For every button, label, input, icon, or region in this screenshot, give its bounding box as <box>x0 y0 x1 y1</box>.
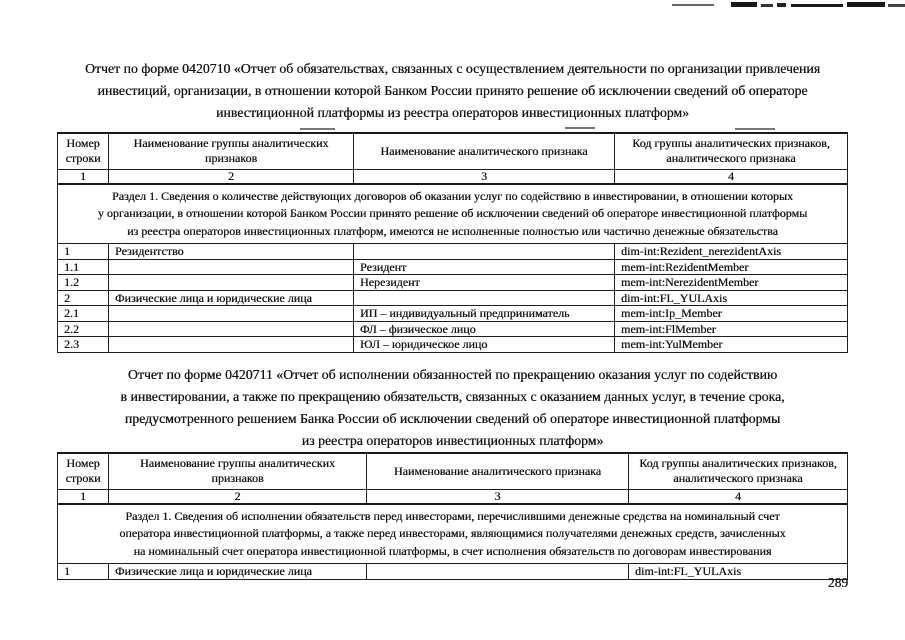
text-line: на номинальный счет оператора инвестиционной платформы, в счет исполнения обязательств по договорам инвестирования <box>133 543 772 558</box>
table-cell: 1 <box>58 564 109 580</box>
scan-artifact <box>300 128 335 130</box>
table-cell <box>367 564 629 580</box>
section-row <box>58 184 848 244</box>
table-row <box>58 337 848 353</box>
text-line: инвестиционной платформы из реестра операторов инвестиционных платформ» <box>215 105 690 120</box>
column-number: 1 <box>58 489 109 504</box>
table-cell: 1 <box>58 244 109 260</box>
table-cell: Резидентство <box>109 244 354 260</box>
column-number: 1 <box>58 169 109 184</box>
table-cell: 2.2 <box>58 321 109 337</box>
text-line: Раздел 1. Сведения о количестве действующих договоров об оказании услуг по содействию в инвестировании, в отношении которых <box>112 188 793 203</box>
text-line: из реестра операторов инвестиционных платформ» <box>301 433 604 448</box>
form-0420710-title <box>58 58 847 124</box>
table-cell <box>354 244 615 260</box>
table-row <box>58 244 848 260</box>
scan-artifact <box>777 3 786 7</box>
table-cell: Физические лица и юридические лица <box>109 290 354 306</box>
column-header: Номер строки <box>58 453 109 489</box>
table-row <box>58 290 848 306</box>
scan-artifact <box>847 2 885 7</box>
column-header: Наименование аналитического признака <box>367 453 629 489</box>
scan-artifact <box>888 4 905 7</box>
scan-artifact <box>791 4 843 7</box>
table-cell: ФЛ – физическое лицо <box>354 321 615 337</box>
column-header: Код группы аналитических признаков, аналитического признака <box>629 453 848 489</box>
table-cell: dim-int:Rezident_nerezidentAxis <box>615 244 848 260</box>
table-cell <box>109 337 354 353</box>
text-line: в инвестировании, а также по прекращению обязательств, связанных с оказанием данных услуг, в течение срока, <box>120 389 785 404</box>
table-cell: mem-int:NerezidentMember <box>615 275 848 291</box>
column-number-row <box>58 489 848 504</box>
column-number: 2 <box>109 169 354 184</box>
table-cell <box>109 306 354 322</box>
scan-artifact <box>565 127 595 129</box>
table-cell: 2.3 <box>58 337 109 353</box>
form-0420710-table <box>57 132 848 353</box>
column-header: Наименование группы аналитических признаков <box>109 453 367 489</box>
column-header: Наименование группы аналитических признаков <box>109 133 354 169</box>
table-row <box>58 321 848 337</box>
table-cell: mem-int:Ip_Member <box>615 306 848 322</box>
page-number: 289 <box>827 575 849 590</box>
table-cell: ИП – индивидуальный предприниматель <box>354 306 615 322</box>
section-cell <box>58 184 848 244</box>
table-cell: Нерезидент <box>354 275 615 291</box>
section-title <box>62 188 843 241</box>
table-cell: mem-int:RezidentMember <box>615 259 848 275</box>
column-number: 3 <box>367 489 629 504</box>
text-line: оператора инвестиционной платформы, а также перед инвесторами, являющимися получателями денежных средств, зачисленных <box>119 526 786 540</box>
table-row <box>58 306 848 322</box>
section-title <box>62 508 843 561</box>
form-0420711-table <box>57 452 848 580</box>
text-line: Отчет по форме 0420711 «Отчет об исполнении обязанностей по прекращению оказания услуг по содействию <box>127 367 778 382</box>
table-cell: Физические лица и юридические лица <box>109 564 367 580</box>
table-cell <box>109 259 354 275</box>
section-cell <box>58 504 848 564</box>
text-line: предусмотренного решением Банка России об исключении сведений об операторе инвестиционной платформы <box>124 411 781 426</box>
column-number: 2 <box>109 489 367 504</box>
table-cell: Резидент <box>354 259 615 275</box>
scan-artifact <box>731 2 757 7</box>
text-line: у организации, в отношении которой Банком России принято решение об исключении сведений об операторе инвестиционной платформы <box>97 206 808 220</box>
table-cell: dim-int:FL_YULAxis <box>629 564 848 580</box>
column-number: 4 <box>629 489 848 504</box>
table-cell <box>109 275 354 291</box>
table-cell <box>109 321 354 337</box>
column-header: Наименование аналитического признака <box>354 133 615 169</box>
text-line: Раздел 1. Сведения об исполнении обязательств перед инвесторами, перечислившими денежные средства на номинальный счет <box>125 508 780 523</box>
column-header: Номер строки <box>58 133 109 169</box>
column-number: 3 <box>354 169 615 184</box>
scan-artifact <box>735 128 775 130</box>
table-cell: ЮЛ – юридическое лицо <box>354 337 615 353</box>
scan-artifact <box>761 4 773 7</box>
text-line: Отчет по форме 0420710 «Отчет об обязательствах, связанных с осуществлением деятельности по организации привлечения <box>84 61 821 76</box>
text-line: инвестиций, организации, в отношении которой Банком России принято решение об исключении сведений об операторе <box>97 83 808 98</box>
table-cell: 1.1 <box>58 259 109 275</box>
text-line: из реестра операторов инвестиционных платформ, имеются не исполненные полностью или частично денежные обязательства <box>127 223 778 238</box>
form-0420711-title <box>58 364 847 452</box>
scan-artifact <box>672 4 714 6</box>
table-cell <box>354 290 615 306</box>
table-row <box>58 275 848 291</box>
table-header-row <box>58 453 848 489</box>
table-row <box>58 259 848 275</box>
table-cell: mem-int:YulMember <box>615 337 848 353</box>
column-number: 4 <box>615 169 848 184</box>
table-cell: 1.2 <box>58 275 109 291</box>
column-number-row <box>58 169 848 184</box>
table-cell: 2 <box>58 290 109 306</box>
table-cell: 2.1 <box>58 306 109 322</box>
table-header-row <box>58 133 848 169</box>
table-cell: mem-int:FlMember <box>615 321 848 337</box>
section-row <box>58 504 848 564</box>
table-row <box>58 564 848 580</box>
table-cell: dim-int:FL_YULAxis <box>615 290 848 306</box>
column-header: Код группы аналитических признаков, аналитического признака <box>615 133 848 169</box>
